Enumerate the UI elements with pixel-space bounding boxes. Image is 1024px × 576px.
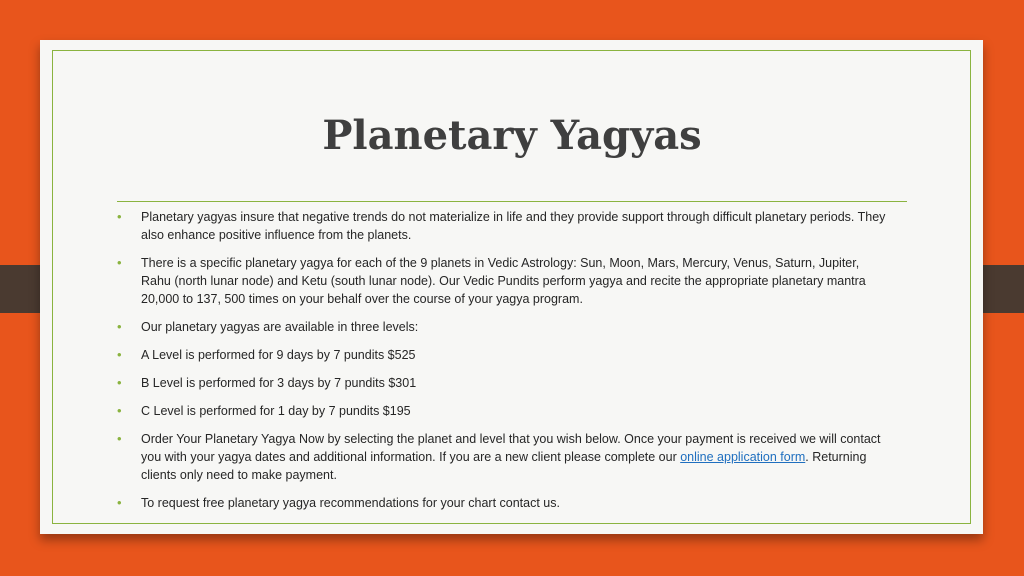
bullet-text-after-link: . Returning clients only need to make payment. [141,450,867,482]
bullet-item [117,254,887,308]
bullet-icon: • [117,319,122,334]
bullet-text: B Level is performed for 3 days by 7 pundits $301 [141,376,417,390]
bullet-text: To request free planetary yagya recommendations for your chart contact us. [141,496,560,510]
title-divider [117,201,907,202]
online-application-form-link[interactable]: online application form [680,450,806,464]
bullet-text: Planetary yagyas insure that negative trends do not materialize in life and they provide support through difficult planetary periods. They also enhance positive influence from the planets. [141,210,886,242]
bullet-item [117,430,887,484]
bullet-text: Our planetary yagyas are available in three levels: [141,320,419,334]
bullet-icon: • [117,403,122,418]
bullet-icon: • [117,209,122,224]
bullet-item [117,346,887,364]
bullet-item [117,494,887,512]
bullet-icon: • [117,375,122,390]
bullet-text: A Level is performed for 9 days by 7 pundits $525 [141,348,416,362]
bullet-text-before-link: Order Your Planetary Yagya Now by selecting the planet and level that you wish below. Once your payment is received we will contact you with your yagya dates and additional information. If you are a new client please complete our [141,432,881,464]
bullet-icon: • [117,431,122,446]
slide-title: Planetary Yagyas [322,112,702,159]
bullet-icon: • [117,495,122,510]
bullet-item [117,402,887,420]
bullet-icon: • [117,347,122,362]
bullet-item [117,374,887,392]
bullet-item [117,318,887,336]
bullet-list [117,208,887,522]
bullet-text: C Level is performed for 1 day by 7 pundits $195 [141,404,411,418]
bullet-item [117,208,887,244]
bullet-text: There is a specific planetary yagya for each of the 9 planets in Vedic Astrology: Sun, Moon, Mars, Mercury, Venus, Saturn, Jupiter, Rahu (north lunar node) and Ketu (south lunar node). Our Vedic Pundits perform yagya and recite the appropriate planetary mantra 20,000 to 137, 500 times on your behalf over the course of your yagya program. [141,256,866,306]
bullet-icon: • [117,255,122,270]
